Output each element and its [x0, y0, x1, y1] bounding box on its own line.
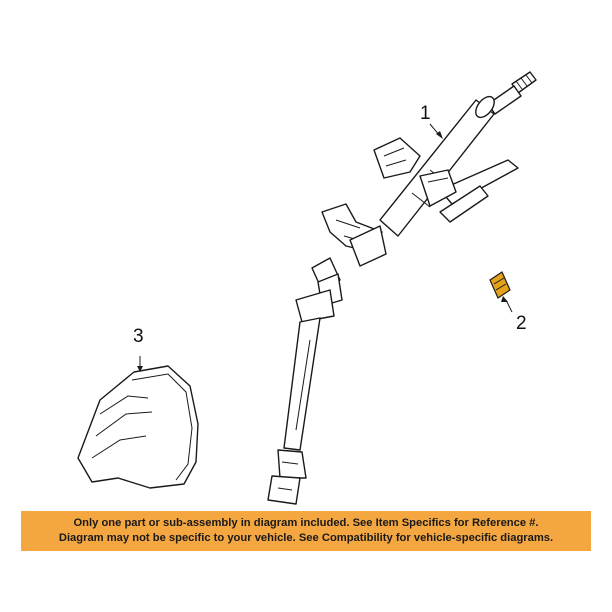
steering-column-assembly	[322, 72, 536, 266]
intermediate-shaft	[268, 258, 342, 504]
bolt-part	[490, 272, 512, 312]
callout-3-label: 3	[133, 326, 144, 347]
disclaimer-line-1: Only one part or sub-assembly in diagram included. See Item Specifics for Reference #.	[73, 517, 539, 529]
callout-2-label: 2	[516, 313, 527, 334]
disclaimer-line-2: Diagram may not be specific to your vehicle. See Compatibility for vehicle-specific diagrams.	[58, 532, 554, 544]
column-cover	[78, 356, 198, 488]
disclaimer-banner	[21, 511, 591, 551]
callout-1-label: 1	[420, 103, 431, 124]
